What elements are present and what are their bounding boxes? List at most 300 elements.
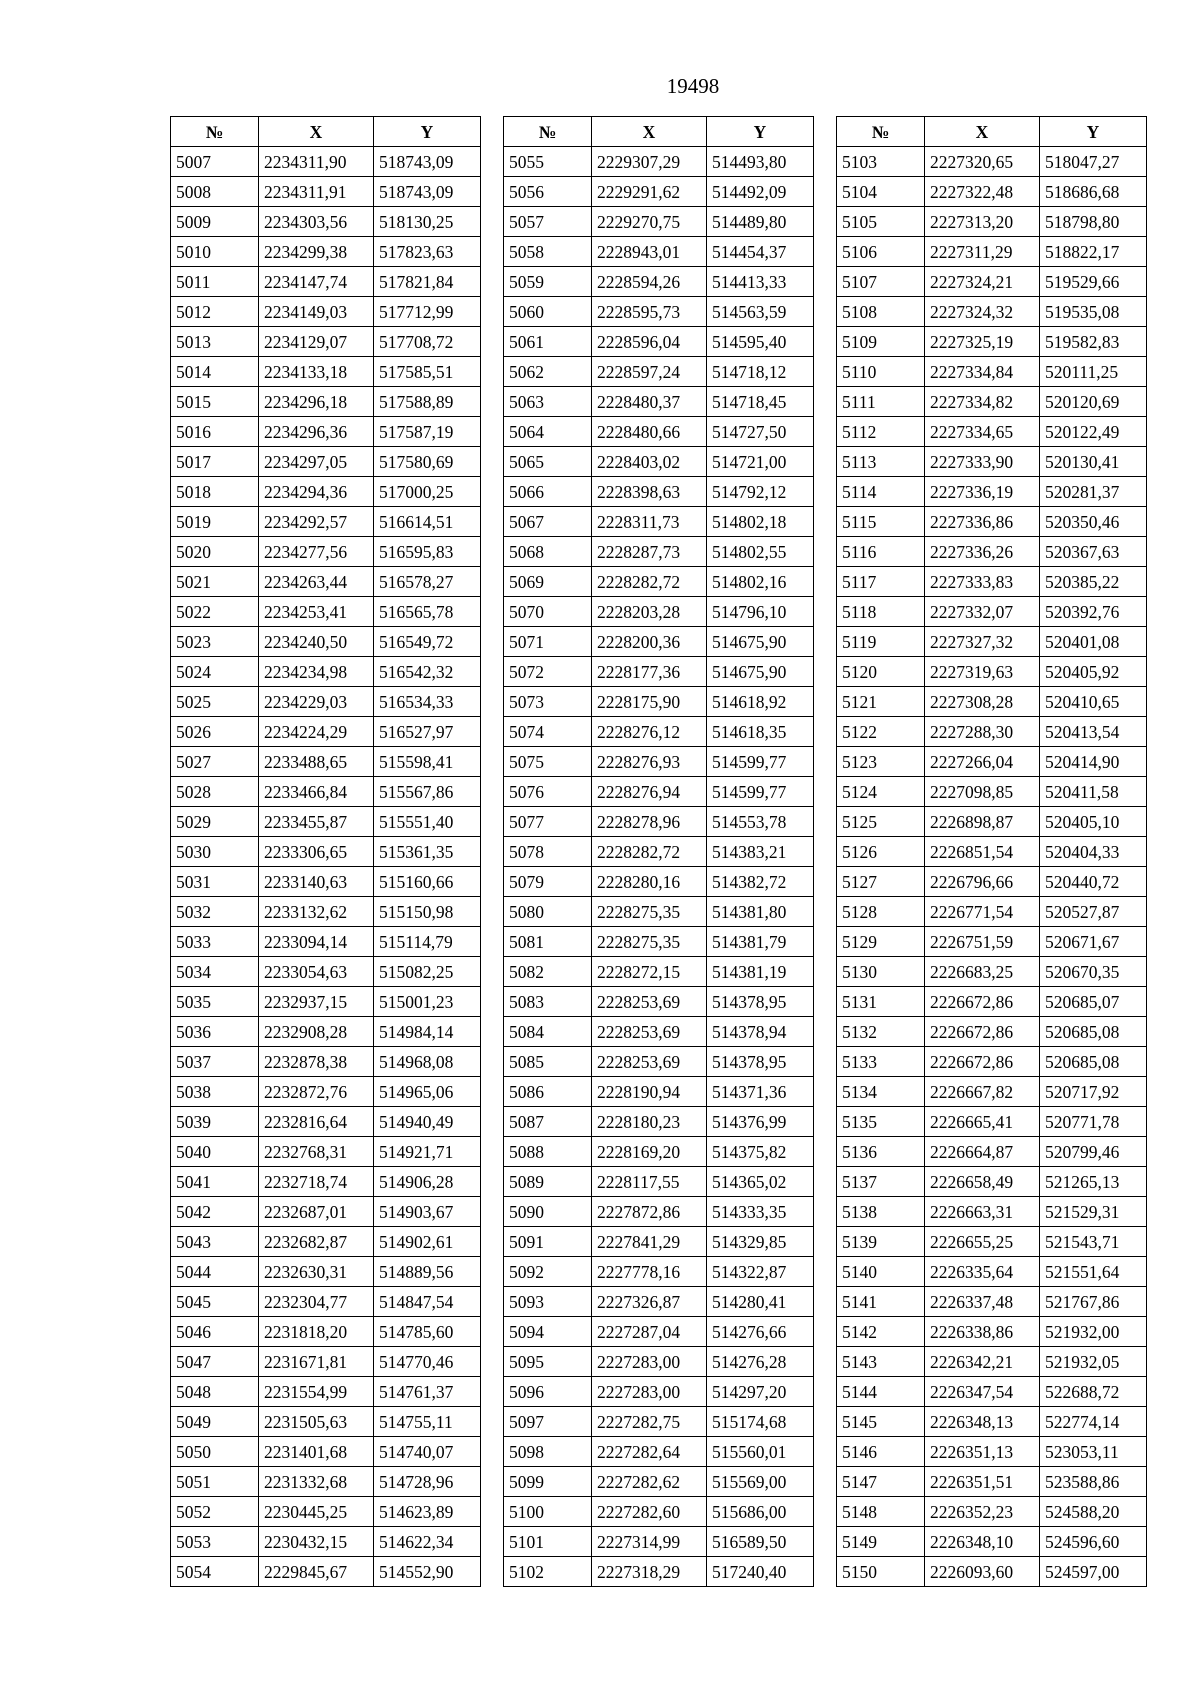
y-coordinate-cell: 514376,99 — [707, 1107, 814, 1137]
table-row — [171, 147, 481, 177]
point-number-cell: 5078 — [504, 837, 592, 867]
table-row — [171, 1347, 481, 1377]
table-row — [504, 1497, 814, 1527]
y-coordinate-cell: 515082,25 — [374, 957, 481, 987]
point-number-cell: 5063 — [504, 387, 592, 417]
x-coordinate-cell: 2230445,25 — [259, 1497, 374, 1527]
table-row — [171, 1197, 481, 1227]
table-row — [837, 1227, 1147, 1257]
x-coordinate-cell: 2228282,72 — [592, 837, 707, 867]
table-row — [504, 177, 814, 207]
y-coordinate-cell: 521265,13 — [1040, 1167, 1147, 1197]
y-coordinate-cell: 522774,14 — [1040, 1407, 1147, 1437]
y-coordinate-cell: 514755,11 — [374, 1407, 481, 1437]
point-number-cell: 5095 — [504, 1347, 592, 1377]
x-coordinate-cell: 2228596,04 — [592, 327, 707, 357]
table-row — [171, 1497, 481, 1527]
x-coordinate-cell: 2234234,98 — [259, 657, 374, 687]
y-coordinate-cell: 523588,86 — [1040, 1467, 1147, 1497]
x-coordinate-cell: 2228180,23 — [592, 1107, 707, 1137]
point-number-cell: 5131 — [837, 987, 925, 1017]
point-number-cell: 5044 — [171, 1257, 259, 1287]
x-coordinate-cell: 2228253,69 — [592, 1017, 707, 1047]
point-number-cell: 5127 — [837, 867, 925, 897]
y-coordinate-cell: 520392,76 — [1040, 597, 1147, 627]
y-coordinate-cell: 514618,35 — [707, 717, 814, 747]
point-number-cell: 5042 — [171, 1197, 259, 1227]
y-coordinate-cell: 521551,64 — [1040, 1257, 1147, 1287]
point-number-cell: 5019 — [171, 507, 259, 537]
y-coordinate-cell: 520120,69 — [1040, 387, 1147, 417]
table-row — [171, 297, 481, 327]
table-row — [171, 927, 481, 957]
x-coordinate-cell: 2234147,74 — [259, 267, 374, 297]
x-coordinate-cell: 2228272,15 — [592, 957, 707, 987]
x-coordinate-cell: 2227336,26 — [925, 537, 1040, 567]
table-row — [837, 297, 1147, 327]
point-number-cell: 5008 — [171, 177, 259, 207]
point-number-cell: 5038 — [171, 1077, 259, 1107]
table-row — [504, 147, 814, 177]
point-number-cell: 5064 — [504, 417, 592, 447]
x-coordinate-cell: 2226351,51 — [925, 1467, 1040, 1497]
x-coordinate-cell: 2227324,32 — [925, 297, 1040, 327]
point-number-cell: 5120 — [837, 657, 925, 687]
point-number-cell: 5027 — [171, 747, 259, 777]
y-coordinate-cell: 520685,07 — [1040, 987, 1147, 1017]
x-coordinate-cell: 2227311,29 — [925, 237, 1040, 267]
point-number-cell: 5147 — [837, 1467, 925, 1497]
table-row — [171, 897, 481, 927]
y-coordinate-cell: 514984,14 — [374, 1017, 481, 1047]
y-coordinate-cell: 514675,90 — [707, 657, 814, 687]
y-coordinate-cell: 514622,34 — [374, 1527, 481, 1557]
point-number-cell: 5068 — [504, 537, 592, 567]
y-coordinate-cell: 514329,85 — [707, 1227, 814, 1257]
header-x: X — [592, 117, 707, 147]
x-coordinate-cell: 2227333,90 — [925, 447, 1040, 477]
y-coordinate-cell: 520281,37 — [1040, 477, 1147, 507]
point-number-cell: 5109 — [837, 327, 925, 357]
x-coordinate-cell: 2232687,01 — [259, 1197, 374, 1227]
y-coordinate-cell: 516565,78 — [374, 597, 481, 627]
point-number-cell: 5073 — [504, 687, 592, 717]
y-coordinate-cell: 515567,86 — [374, 777, 481, 807]
point-number-cell: 5122 — [837, 717, 925, 747]
table-row — [837, 1317, 1147, 1347]
x-coordinate-cell: 2227266,04 — [925, 747, 1040, 777]
point-number-cell: 5056 — [504, 177, 592, 207]
table-row — [504, 747, 814, 777]
x-coordinate-cell: 2231554,99 — [259, 1377, 374, 1407]
x-coordinate-cell: 2228594,26 — [592, 267, 707, 297]
y-coordinate-cell: 514921,71 — [374, 1137, 481, 1167]
table-row — [504, 297, 814, 327]
table-row — [837, 867, 1147, 897]
x-coordinate-cell: 2226348,13 — [925, 1407, 1040, 1437]
point-number-cell: 5072 — [504, 657, 592, 687]
x-coordinate-cell: 2228595,73 — [592, 297, 707, 327]
x-coordinate-cell: 2232816,64 — [259, 1107, 374, 1137]
x-coordinate-cell: 2231505,63 — [259, 1407, 374, 1437]
point-number-cell: 5077 — [504, 807, 592, 837]
x-coordinate-cell: 2228253,69 — [592, 1047, 707, 1077]
y-coordinate-cell: 514889,56 — [374, 1257, 481, 1287]
y-coordinate-cell: 516589,50 — [707, 1527, 814, 1557]
table-row — [504, 987, 814, 1017]
table-row — [837, 537, 1147, 567]
x-coordinate-cell: 2231401,68 — [259, 1437, 374, 1467]
y-coordinate-cell: 516595,83 — [374, 537, 481, 567]
y-coordinate-cell: 524588,20 — [1040, 1497, 1147, 1527]
point-number-cell: 5104 — [837, 177, 925, 207]
y-coordinate-cell: 518743,09 — [374, 177, 481, 207]
x-coordinate-cell: 2226335,64 — [925, 1257, 1040, 1287]
y-coordinate-cell: 514381,19 — [707, 957, 814, 987]
y-coordinate-cell: 517588,89 — [374, 387, 481, 417]
x-coordinate-cell: 2226351,13 — [925, 1437, 1040, 1467]
point-number-cell: 5079 — [504, 867, 592, 897]
table-row — [171, 687, 481, 717]
table-row — [837, 597, 1147, 627]
table-row — [171, 357, 481, 387]
x-coordinate-cell: 2227336,86 — [925, 507, 1040, 537]
table-row — [171, 507, 481, 537]
x-coordinate-cell: 2226672,86 — [925, 987, 1040, 1017]
point-number-cell: 5112 — [837, 417, 925, 447]
table-row — [504, 1107, 814, 1137]
y-coordinate-cell: 520685,08 — [1040, 1017, 1147, 1047]
table-row — [171, 327, 481, 357]
x-coordinate-cell: 2226672,86 — [925, 1047, 1040, 1077]
x-coordinate-cell: 2228282,72 — [592, 567, 707, 597]
x-coordinate-cell: 2232768,31 — [259, 1137, 374, 1167]
y-coordinate-cell: 514740,07 — [374, 1437, 481, 1467]
x-coordinate-cell: 2227325,19 — [925, 327, 1040, 357]
header-number: № — [171, 117, 259, 147]
table-row — [837, 477, 1147, 507]
table-row — [504, 657, 814, 687]
x-coordinate-cell: 2233455,87 — [259, 807, 374, 837]
point-number-cell: 5123 — [837, 747, 925, 777]
table-row — [837, 747, 1147, 777]
y-coordinate-cell: 518686,68 — [1040, 177, 1147, 207]
y-coordinate-cell: 520670,35 — [1040, 957, 1147, 987]
x-coordinate-cell: 2226771,54 — [925, 897, 1040, 927]
point-number-cell: 5071 — [504, 627, 592, 657]
table-row — [504, 1557, 814, 1587]
x-coordinate-cell: 2232630,31 — [259, 1257, 374, 1287]
y-coordinate-cell: 516542,32 — [374, 657, 481, 687]
page-number: 19498 — [666, 74, 720, 98]
x-coordinate-cell: 2234297,05 — [259, 447, 374, 477]
table-row — [171, 747, 481, 777]
table-row — [837, 1047, 1147, 1077]
x-coordinate-cell: 2226342,21 — [925, 1347, 1040, 1377]
y-coordinate-cell: 514770,46 — [374, 1347, 481, 1377]
x-coordinate-cell: 2234311,90 — [259, 147, 374, 177]
table-row — [504, 1047, 814, 1077]
table-row — [837, 267, 1147, 297]
x-coordinate-cell: 2227324,21 — [925, 267, 1040, 297]
y-coordinate-cell: 520122,49 — [1040, 417, 1147, 447]
table-row — [504, 867, 814, 897]
table-row — [171, 1047, 481, 1077]
y-coordinate-cell: 514375,82 — [707, 1137, 814, 1167]
point-number-cell: 5030 — [171, 837, 259, 867]
point-number-cell: 5015 — [171, 387, 259, 417]
table-row — [837, 417, 1147, 447]
y-coordinate-cell: 514940,49 — [374, 1107, 481, 1137]
table-row — [171, 1377, 481, 1407]
x-coordinate-cell: 2227314,99 — [592, 1527, 707, 1557]
table-row — [504, 837, 814, 867]
x-coordinate-cell: 2227283,00 — [592, 1347, 707, 1377]
x-coordinate-cell: 2232908,28 — [259, 1017, 374, 1047]
table-row — [837, 1197, 1147, 1227]
y-coordinate-cell: 514623,89 — [374, 1497, 481, 1527]
table-row — [504, 237, 814, 267]
point-number-cell: 5014 — [171, 357, 259, 387]
point-number-cell: 5039 — [171, 1107, 259, 1137]
point-number-cell: 5108 — [837, 297, 925, 327]
x-coordinate-cell: 2228398,63 — [592, 477, 707, 507]
x-coordinate-cell: 2233488,65 — [259, 747, 374, 777]
y-coordinate-cell: 514413,33 — [707, 267, 814, 297]
point-number-cell: 5146 — [837, 1437, 925, 1467]
table-row — [171, 177, 481, 207]
table-row — [171, 1317, 481, 1347]
y-coordinate-cell: 517587,19 — [374, 417, 481, 447]
table-row — [837, 927, 1147, 957]
table-row — [837, 177, 1147, 207]
coordinates-table-3 — [836, 116, 1147, 1587]
point-number-cell: 5074 — [504, 717, 592, 747]
x-coordinate-cell: 2227319,63 — [925, 657, 1040, 687]
x-coordinate-cell: 2234296,36 — [259, 417, 374, 447]
table-row — [837, 1017, 1147, 1047]
y-coordinate-cell: 516549,72 — [374, 627, 481, 657]
table-row — [837, 1527, 1147, 1557]
header-y: Y — [707, 117, 814, 147]
table-row — [504, 1527, 814, 1557]
point-number-cell: 5049 — [171, 1407, 259, 1437]
y-coordinate-cell: 514721,00 — [707, 447, 814, 477]
x-coordinate-cell: 2231671,81 — [259, 1347, 374, 1377]
x-coordinate-cell: 2227327,32 — [925, 627, 1040, 657]
table-row — [504, 417, 814, 447]
point-number-cell: 5094 — [504, 1317, 592, 1347]
y-coordinate-cell: 516534,33 — [374, 687, 481, 717]
x-coordinate-cell: 2226851,54 — [925, 837, 1040, 867]
x-coordinate-cell: 2233306,65 — [259, 837, 374, 867]
point-number-cell: 5040 — [171, 1137, 259, 1167]
table-row — [171, 477, 481, 507]
x-coordinate-cell: 2234149,03 — [259, 297, 374, 327]
table-row — [171, 567, 481, 597]
x-coordinate-cell: 2226352,23 — [925, 1497, 1040, 1527]
x-coordinate-cell: 2227333,83 — [925, 567, 1040, 597]
y-coordinate-cell: 514383,21 — [707, 837, 814, 867]
y-coordinate-cell: 520405,92 — [1040, 657, 1147, 687]
x-coordinate-cell: 2227336,19 — [925, 477, 1040, 507]
point-number-cell: 5091 — [504, 1227, 592, 1257]
x-coordinate-cell: 2227334,82 — [925, 387, 1040, 417]
point-number-cell: 5060 — [504, 297, 592, 327]
point-number-cell: 5035 — [171, 987, 259, 1017]
y-coordinate-cell: 519582,83 — [1040, 327, 1147, 357]
x-coordinate-cell: 2228280,16 — [592, 867, 707, 897]
y-coordinate-cell: 520404,33 — [1040, 837, 1147, 867]
point-number-cell: 5031 — [171, 867, 259, 897]
y-coordinate-cell: 520350,46 — [1040, 507, 1147, 537]
point-number-cell: 5144 — [837, 1377, 925, 1407]
y-coordinate-cell: 514802,55 — [707, 537, 814, 567]
x-coordinate-cell: 2233132,62 — [259, 897, 374, 927]
x-coordinate-cell: 2234133,18 — [259, 357, 374, 387]
x-coordinate-cell: 2226655,25 — [925, 1227, 1040, 1257]
x-coordinate-cell: 2234229,03 — [259, 687, 374, 717]
table-row — [837, 837, 1147, 867]
x-coordinate-cell: 2232304,77 — [259, 1287, 374, 1317]
point-number-cell: 5105 — [837, 207, 925, 237]
x-coordinate-cell: 2229845,67 — [259, 1557, 374, 1587]
table-row — [837, 207, 1147, 237]
x-coordinate-cell: 2229270,75 — [592, 207, 707, 237]
point-number-cell: 5017 — [171, 447, 259, 477]
table-row — [837, 777, 1147, 807]
y-coordinate-cell: 524597,00 — [1040, 1557, 1147, 1587]
y-coordinate-cell: 515686,00 — [707, 1497, 814, 1527]
x-coordinate-cell: 2232682,87 — [259, 1227, 374, 1257]
x-coordinate-cell: 2226672,86 — [925, 1017, 1040, 1047]
point-number-cell: 5138 — [837, 1197, 925, 1227]
x-coordinate-cell: 2227308,28 — [925, 687, 1040, 717]
point-number-cell: 5093 — [504, 1287, 592, 1317]
x-coordinate-cell: 2227326,87 — [592, 1287, 707, 1317]
table-row — [837, 717, 1147, 747]
table-row — [171, 807, 481, 837]
point-number-cell: 5143 — [837, 1347, 925, 1377]
y-coordinate-cell: 517823,63 — [374, 237, 481, 267]
x-coordinate-cell: 2227778,16 — [592, 1257, 707, 1287]
point-number-cell: 5129 — [837, 927, 925, 957]
x-coordinate-cell: 2232878,38 — [259, 1047, 374, 1077]
table-row — [837, 357, 1147, 387]
x-coordinate-cell: 2229291,62 — [592, 177, 707, 207]
table-row — [504, 1467, 814, 1497]
table-row — [171, 387, 481, 417]
point-number-cell: 5137 — [837, 1167, 925, 1197]
x-coordinate-cell: 2227282,64 — [592, 1437, 707, 1467]
point-number-cell: 5028 — [171, 777, 259, 807]
y-coordinate-cell: 517708,72 — [374, 327, 481, 357]
table-row — [837, 237, 1147, 267]
y-coordinate-cell: 519535,08 — [1040, 297, 1147, 327]
point-number-cell: 5149 — [837, 1527, 925, 1557]
y-coordinate-cell: 520440,72 — [1040, 867, 1147, 897]
y-coordinate-cell: 514563,59 — [707, 297, 814, 327]
y-coordinate-cell: 520410,65 — [1040, 687, 1147, 717]
x-coordinate-cell: 2226751,59 — [925, 927, 1040, 957]
point-number-cell: 5007 — [171, 147, 259, 177]
point-number-cell: 5043 — [171, 1227, 259, 1257]
y-coordinate-cell: 521767,86 — [1040, 1287, 1147, 1317]
point-number-cell: 5142 — [837, 1317, 925, 1347]
table-row — [171, 237, 481, 267]
header-y: Y — [374, 117, 481, 147]
table-row — [171, 627, 481, 657]
table-row — [504, 207, 814, 237]
y-coordinate-cell: 514802,18 — [707, 507, 814, 537]
table-row — [171, 777, 481, 807]
x-coordinate-cell: 2227332,07 — [925, 597, 1040, 627]
x-coordinate-cell: 2226796,66 — [925, 867, 1040, 897]
x-coordinate-cell: 2234299,38 — [259, 237, 374, 267]
table-row — [837, 1497, 1147, 1527]
point-number-cell: 5085 — [504, 1047, 592, 1077]
table-row — [171, 987, 481, 1017]
table-row — [504, 1317, 814, 1347]
x-coordinate-cell: 2234292,57 — [259, 507, 374, 537]
table-row — [504, 777, 814, 807]
x-coordinate-cell: 2228275,35 — [592, 927, 707, 957]
point-number-cell: 5009 — [171, 207, 259, 237]
point-number-cell: 5046 — [171, 1317, 259, 1347]
table-row — [837, 1437, 1147, 1467]
y-coordinate-cell: 520367,63 — [1040, 537, 1147, 567]
point-number-cell: 5125 — [837, 807, 925, 837]
table-row — [171, 1137, 481, 1167]
header-x: X — [259, 117, 374, 147]
x-coordinate-cell: 2227282,62 — [592, 1467, 707, 1497]
table-row — [504, 1197, 814, 1227]
y-coordinate-cell: 514489,80 — [707, 207, 814, 237]
x-coordinate-cell: 2228943,01 — [592, 237, 707, 267]
table-row — [171, 417, 481, 447]
x-coordinate-cell: 2227318,29 — [592, 1557, 707, 1587]
point-number-cell: 5087 — [504, 1107, 592, 1137]
point-number-cell: 5150 — [837, 1557, 925, 1587]
y-coordinate-cell: 514492,09 — [707, 177, 814, 207]
x-coordinate-cell: 2226338,86 — [925, 1317, 1040, 1347]
table-row — [504, 537, 814, 567]
y-coordinate-cell: 514847,54 — [374, 1287, 481, 1317]
point-number-cell: 5148 — [837, 1497, 925, 1527]
point-number-cell: 5099 — [504, 1467, 592, 1497]
table-row — [504, 387, 814, 417]
table-row — [171, 207, 481, 237]
point-number-cell: 5102 — [504, 1557, 592, 1587]
y-coordinate-cell: 514381,79 — [707, 927, 814, 957]
table-header-row — [171, 117, 481, 147]
point-number-cell: 5107 — [837, 267, 925, 297]
x-coordinate-cell: 2226664,87 — [925, 1137, 1040, 1167]
point-number-cell: 5106 — [837, 237, 925, 267]
x-coordinate-cell: 2228276,94 — [592, 777, 707, 807]
table-row — [171, 1107, 481, 1137]
point-number-cell: 5081 — [504, 927, 592, 957]
y-coordinate-cell: 515001,23 — [374, 987, 481, 1017]
point-number-cell: 5115 — [837, 507, 925, 537]
point-number-cell: 5133 — [837, 1047, 925, 1077]
point-number-cell: 5097 — [504, 1407, 592, 1437]
table-row — [171, 267, 481, 297]
x-coordinate-cell: 2227282,75 — [592, 1407, 707, 1437]
table-row — [171, 1257, 481, 1287]
x-coordinate-cell: 2233094,14 — [259, 927, 374, 957]
y-coordinate-cell: 514728,96 — [374, 1467, 481, 1497]
